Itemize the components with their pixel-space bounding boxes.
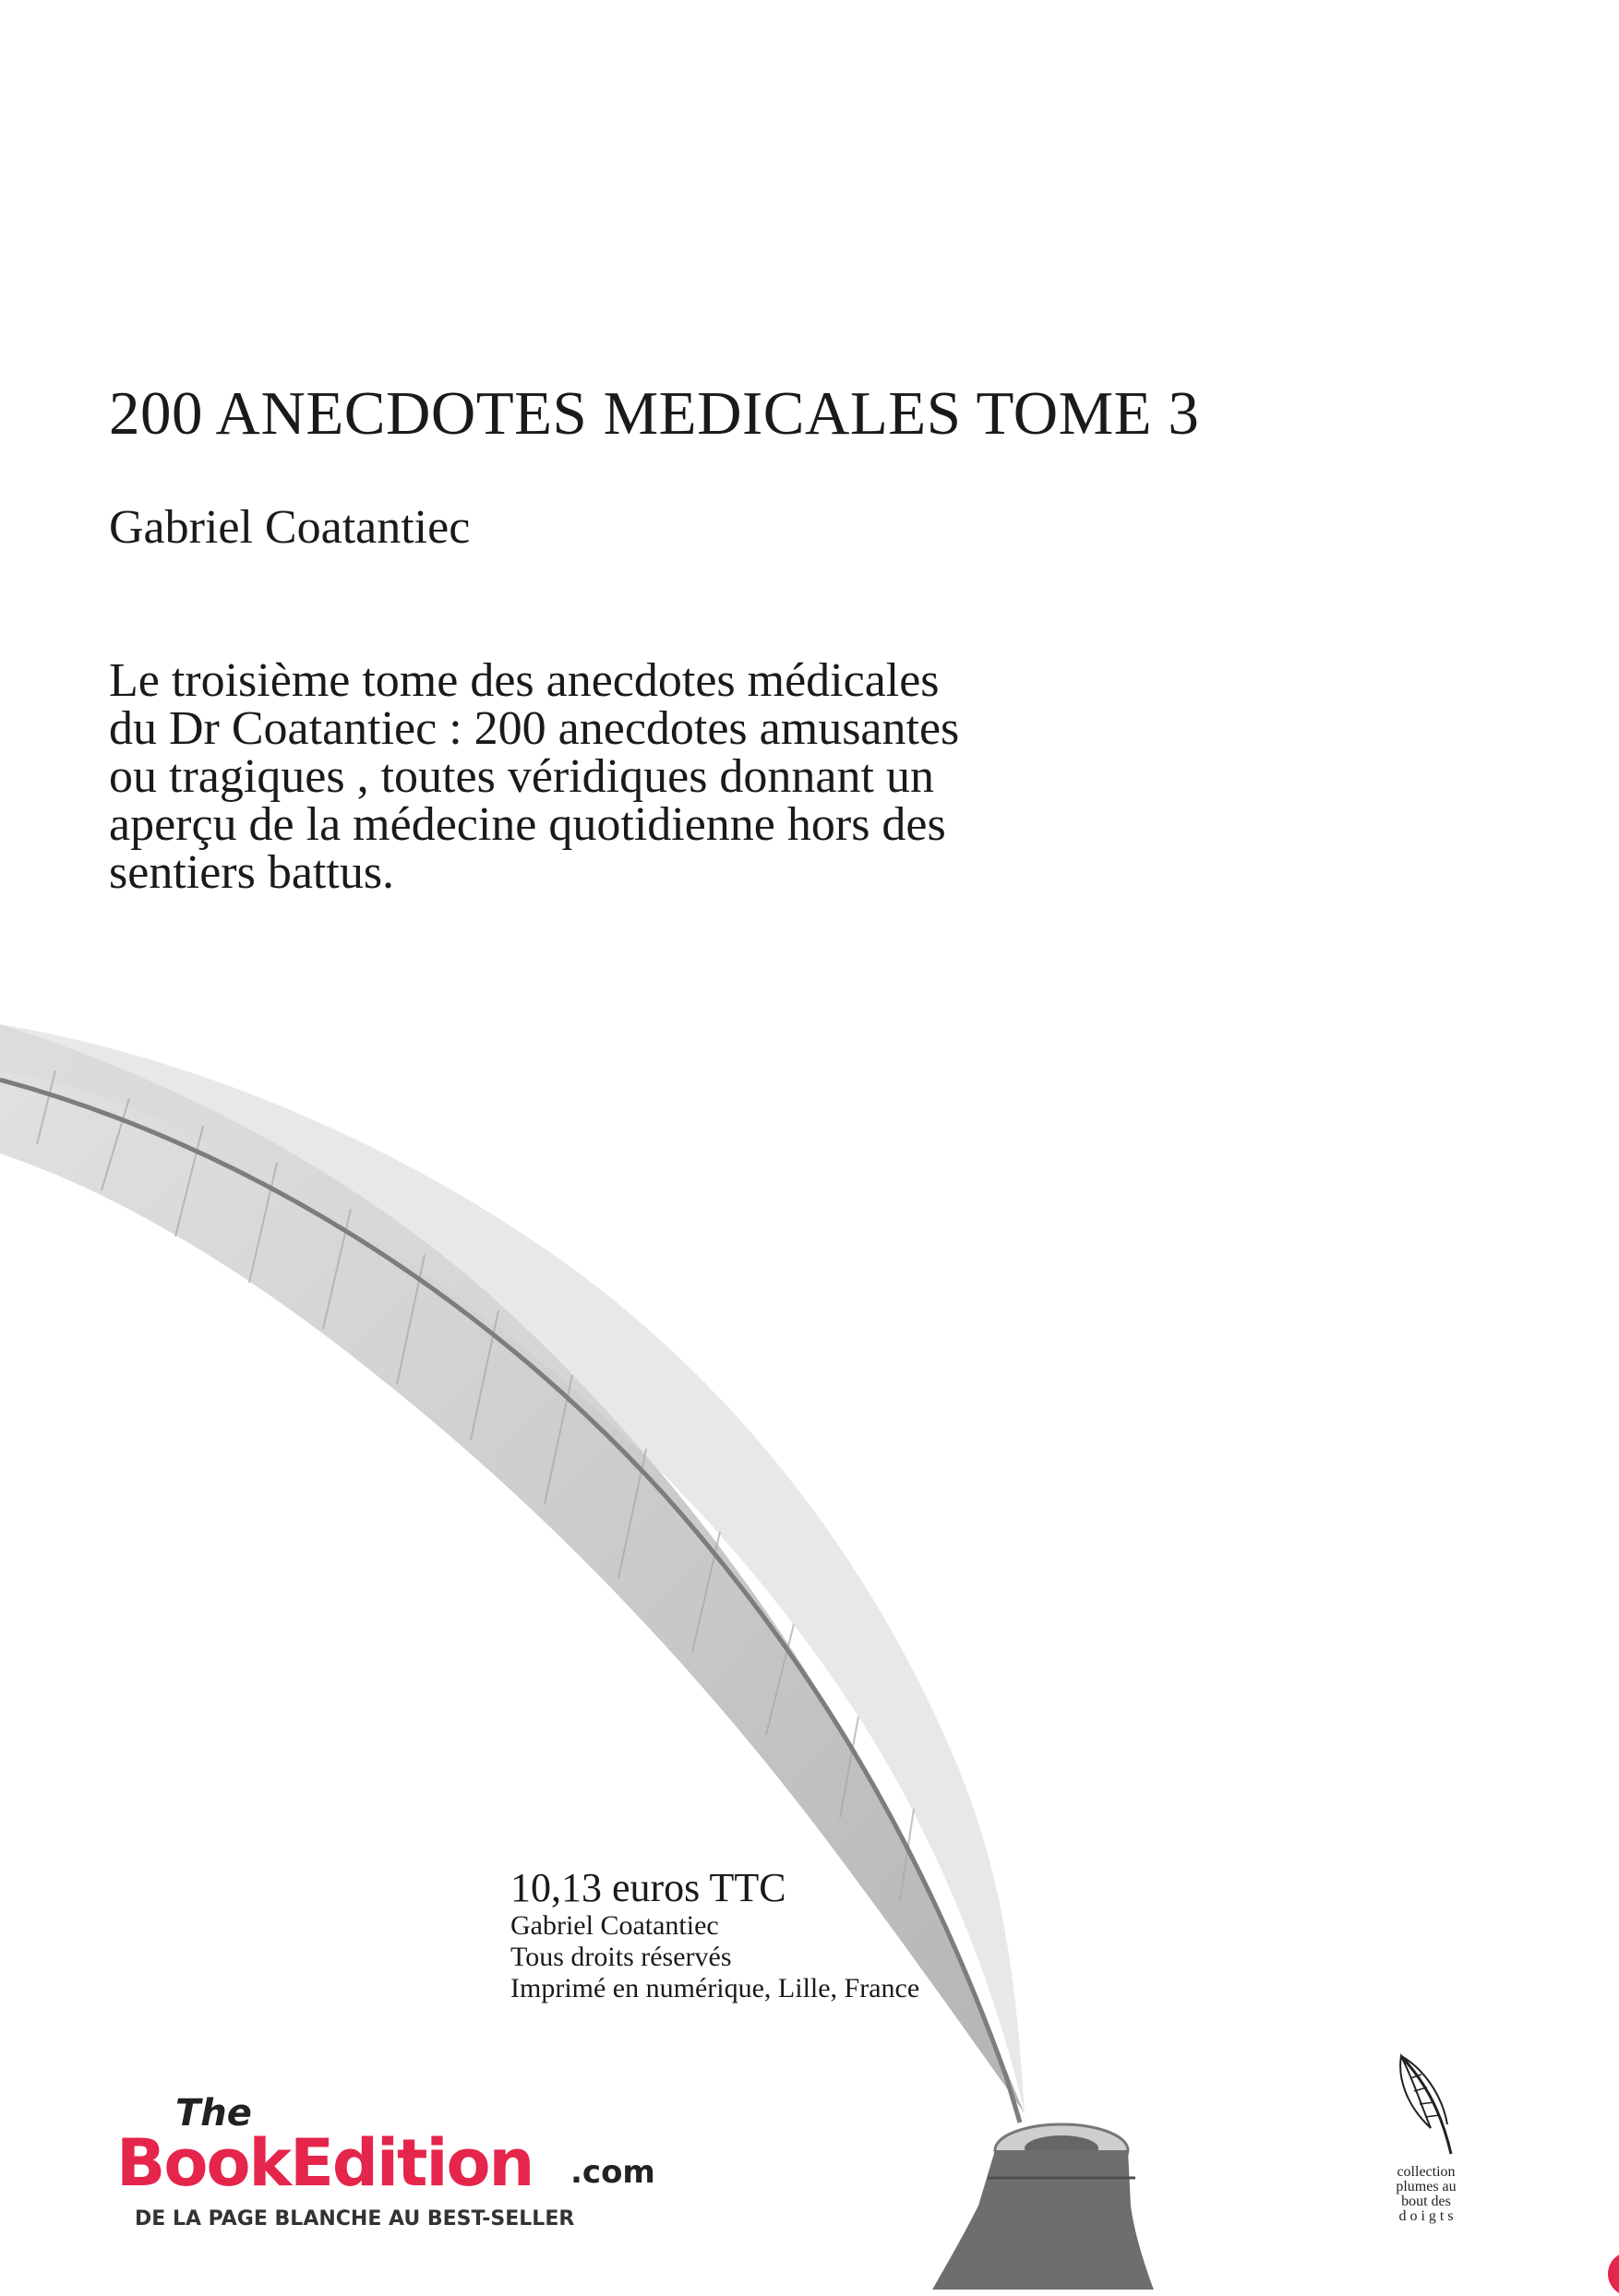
imprint-author: Gabriel Coatantiec — [510, 1910, 719, 1941]
price: 10,13 euros TTC — [510, 1865, 786, 1910]
collection-label — [1375, 2165, 1477, 2224]
book-summary — [109, 654, 1198, 899]
summary-line: ou tragiques , toutes véridiques donnant un — [109, 750, 934, 803]
logo-the: The — [175, 2092, 252, 2135]
summary-line: aperçu de la médecine quotidienne hors des — [109, 798, 946, 851]
collection-mark — [1375, 2051, 1477, 2272]
logo-tagline: DE LA PAGE BLANCHE AU BEST-SELLER — [135, 2207, 575, 2230]
feather-icon — [1394, 2051, 1458, 2161]
collection-line: d o i g t s — [1398, 2208, 1454, 2224]
logo-wordmark: BookEdition — [116, 2125, 534, 2201]
book-author: Gabriel Coatantiec — [109, 501, 471, 554]
logo-domain: .com — [570, 2154, 655, 2191]
publisher-logo — [116, 2092, 670, 2233]
collection-line: collection — [1397, 2164, 1456, 2180]
summary-line: Le troisième tome des anecdotes médicales — [109, 654, 940, 707]
collection-line: bout des — [1401, 2194, 1451, 2209]
collection-line: plumes au — [1396, 2179, 1457, 2194]
summary-line: du Dr Coatantiec : 200 anecdotes amusantes — [109, 702, 960, 755]
summary-line: sentiers battus. — [109, 846, 395, 899]
imprint-block — [510, 1866, 1083, 2004]
rights-notice: Tous droits réservés — [510, 1942, 732, 1972]
printing-notice: Imprimé en numérique, Lille, France — [510, 1973, 920, 2003]
book-title: 200 ANECDOTES MEDICALES TOME 3 — [109, 379, 1200, 448]
